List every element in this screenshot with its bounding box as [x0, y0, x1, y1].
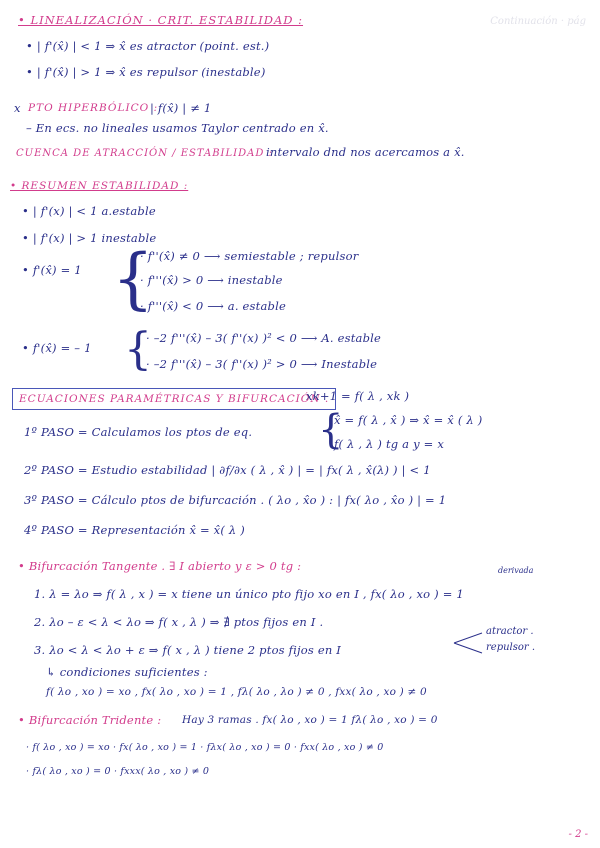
paso-1-tg: f( λ , λ ) tg a y = x [334, 437, 445, 451]
recurrence-eq: xk+1 = f( λ , xk ) [306, 389, 410, 403]
heading-ecuaciones-parametricas: ECUACIONES PARAMÉTRICAS Y BIFURCACIÓN . [12, 388, 336, 410]
tridente-cond-2: · fλ( λo , xo ) = 0 · fxxx( λo , xo ) ≠ 0 [26, 766, 210, 777]
heading-cuenca: CUENCA DE ATRACCIÓN / ESTABILIDAD : [16, 148, 273, 159]
brace-3: { [318, 407, 344, 453]
heading-bif-tangente: • Bifurcación Tangente . ∃ I abierto y ε > 0 tg : [18, 559, 302, 573]
case-semiestable: · f''(x̂) ≠ 0 ⟶ semiestable ; repulsor [140, 249, 359, 263]
line-cuenca-def: intervalo dnd nos acercamos a x̂. [266, 145, 465, 159]
bleed-through-text: Continuación · pág [490, 16, 586, 27]
heading-resumen: • RESUMEN ESTABILIDAD : [10, 180, 189, 192]
heading-pto-hiperbolico: PTO HIPERBÓLICO : [28, 102, 159, 114]
note-repulsor: repulsor . [486, 642, 536, 653]
brace-2: { [124, 324, 152, 375]
tridente-ramas: Hay 3 ramas . fx( λo , xo ) = 1 fλ( λo , xo ) = 0 [182, 714, 438, 726]
paso-4: 4º PASO = Representación x̂ = x̂( λ ) [24, 523, 245, 537]
condiciones-eqs: f( λo , xo ) = xo , fx( λo , xo ) = 1 , fλ( λo , λo ) ≠ 0 , fxx( λo , xo ) ≠ 0 [46, 686, 427, 698]
line-estable: • | f'(x) | < 1 a.estable [22, 204, 156, 218]
line-atractor: • | f'(x̂) | < 1 ⇒ x̂ es atractor (point. est.) [26, 39, 270, 53]
bif-tangente-2: 2. λo – ε < λ < λo ⇒ f( x , λ ) ⇒ ∄ ptos fijos en I . [34, 615, 324, 629]
condiciones-suficientes: ↳ condiciones suficientes : [46, 665, 208, 679]
note-derivada: derivada [498, 566, 534, 575]
paso-3: 3º PASO = Cálculo ptos de bifurcación . ( λo , x̂o ) : | fx( λo , x̂o ) | = 1 [24, 493, 447, 507]
paso-2: 2º PASO = Estudio estabilidad | ∂f/∂x ( λ , x̂ ) | = | fx( λ , x̂(λ) ) | < 1 [24, 463, 431, 477]
note-atractor: atractor . [486, 626, 534, 637]
line-inestable: • | f'(x) | > 1 inestable [22, 231, 157, 245]
case-minus1-estable: · –2 f'''(x̂) – 3( f''(x) )² < 0 ⟶ A. estable [146, 331, 382, 345]
line-hiperbolico-cond: | f(x̂) | ≠ 1 [150, 101, 212, 115]
paso-1-eq: x̂ = f( λ , x̂ ) ⇒ x̂ = x̂ ( λ ) [334, 413, 483, 427]
line-taylor: – En ecs. no lineales usamos Taylor centrado en x̂. [26, 121, 329, 135]
heading-bif-tridente: • Bifurcación Tridente : [18, 713, 162, 727]
case-aestable: · f'''(x̂) < 0 ⟶ a. estable [140, 299, 286, 313]
case-inestable: · f'''(x̂) > 0 ⟶ inestable [140, 273, 283, 287]
heading-linearizacion: • LINEALIZACIÓN · CRIT. ESTABILIDAD : [18, 13, 304, 27]
case-minus1-inestable: · –2 f'''(x̂) – 3( f''(x) )² > 0 ⟶ Inestable [146, 357, 378, 371]
bif-tangente-3: 3. λo < λ < λo + ε ⇒ f( x , λ ) tiene 2 ptos fijos en I [34, 643, 342, 657]
bullet-x: x [14, 101, 21, 115]
bif-tangente-1: 1. λ = λo ⇒ f( λ , x ) = x tiene un único pto fijo xo en I , fx( λo , xo ) = 1 [34, 587, 464, 601]
paso-1: 1º PASO = Calculamos los ptos de eq. [24, 425, 253, 439]
line-fprime-minus1: • f'(x̂) = – 1 [22, 341, 92, 355]
tridente-cond-1: · f( λo , xo ) = xo · fx( λo , xo ) = 1 · fλx( λo , xo ) = 0 · fxx( λo , xo ) ≠ 0 [26, 742, 384, 753]
brace-1: { [112, 240, 154, 317]
page-number: - 2 - [568, 829, 588, 840]
line-fprime-1: • f'(x̂) = 1 [22, 263, 82, 277]
line-repulsor: • | f'(x̂) | > 1 ⇒ x̂ es repulsor (inestable) [26, 65, 266, 79]
